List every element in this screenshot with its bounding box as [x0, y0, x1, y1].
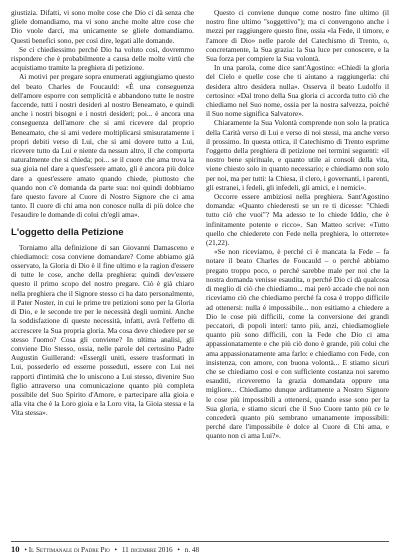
paragraph: Torniamo alla definizione di san Giovanni Damasceno e chiediamoci: cosa conviene domandare? Come abbiamo già osservato, la Gloria di Dio è il fine ultimo e la ragion d'essere di tutte le cose, anche della preghiera: quindi dev'essere questo il primo scopo del nostro pregare. Ciò è già chiaro nella preghiera che il Signore stesso ci ha dato personalmente, il Pater Noster, in cui le prime tre petizioni sono per la Gloria di Dio, e le seconde tre per le necessità degli uomini. Anche la soddisfazione di queste necessità, infatti, avrà l'effetto di accrescere la Sua propria gloria. Ma cosa deve chiedere per se stesso l'uomo? Cosa gli conviene? In ultima analisi, gli conviene Dio Stesso, ossia, nelle parole del certosino Padre Augustin Guillerand: «Essergli uniti, essere trasformati in Lui, possederlo ed esserne posseduti, essere con Lui nei rapporti d'intimità che lo uniscono a Lui stesso, divenire Suo figlio attraverso una comunicazione quanto più completa possibile del Suo Spirito d'Amore, e partecipare alla gioia e alla vita che è la Loro gioia e la Loro vita, la Gioia stessa e la Vita stessa».: [11, 242, 194, 418]
paragraph: «Se non riceviamo, è perché ci è mancata la Fede – fa notare il beato Charles de Foucauld – o perché abbiamo pregato troppo poco, o perché sarebbe male per noi che la nostra domanda venisse esaudita, o perché Dio ci dà qualcosa di meglio di ciò che chiediamo... mai però accade che noi non riceviamo ciò che chiediamo perché fa cosa è troppo difficile ad ottenersi: nulla è impossibile... non esitiamo a chiedere a Dio le cose più difficili, come la conversione dei grandi peccatori, di popoli interi: tanto più, anzi, chiediamogliele quanto più sono difficili, con la Fede che Dio ci ama appassionatamente e che più ciò dono è grande, più colui che ama appassionatamente ama farlo: e chiediamo con Fede, con insistenza, con amore, con buona volontà... E stiamo sicuri che se chiediamo così e con sufficiente costanza noi saremo esauditi, riceveremo la grazia domandata oppure una migliore... Chiediamo dunque arditamente a Nostro Signore le cose più impossibili a ottenersi, quando esse sono per la Sua gloria, e stiamo sicuri che il Suo Cuore tanto più ce le concederà quanto più sembrano umanamente impossibili: perché dare l'impossibile è dolce al Cuore di Chi ama, e quanto non ci ama Lui?».: [206, 247, 389, 441]
issue-date: 11 dicembre 2016: [121, 546, 173, 554]
page-footer: [11, 544, 389, 555]
paragraph: Occorre essere ambiziosi nella preghiera. Sant'Agostino domanda: «Quanto chiederesti se un re ti dicesse: "Chiedi tutto ciò che vuoi"? Ma adesso te lo chiede Iddio, che è infinitamente potente e ricco». San Matteo scrive: «Tutto quello che chiederete con Fede nella preghiera, lo otterrete» (21,22).: [206, 192, 389, 248]
publication-name: Il Settimanale di Padre Pio: [28, 546, 110, 554]
paragraph: Questo ci conviene dunque come nostro fine ultimo (il nostro fine ultimo "soggettivo"); ma ci convengono anche i mezzi per raggiungere questo fine, ossia «la Fede, il timore, e l'amore di Dio» nelle parole del Catechismo di Trento, o, concretamente, la Sua grazia: la Sua luce per conoscere, e la Sua forza per compiere la Sua volontà.: [206, 8, 389, 64]
paragraph: Se ci chiediessimo perché Dio ha voluto così, dovremmo rispondere che è probabilmente a causa delle molte virtù che acquistiamo tramite la preghiera di petizione.: [11, 44, 194, 73]
issue-number: n. 48: [184, 546, 200, 554]
left-column: [11, 8, 194, 538]
right-column: [206, 8, 389, 538]
paragraph: Ai motivi per pregare sopra enumerati aggiungiamo questo del beato Charles de Foucauld: «È una conseguenza dell'amore esporre con semplicità e abbandono tutte le nostre faccende, tutti i nostri desideri al nostro Beneamato, e quindi anche i nostri bisogni e i nostri desideri; poi... è ancora una conseguenza dell'amore che si ami ricevere dal proprio Beneamato, che si ami vedere moltiplicarsi smisuratamente i propri debiti verso di Lui, che si ami dovere tutto a Lui, ricevere tutto da Lui e niente da nessun altro, il che comporta naturalmente che si chieda; poi... se il cuore che ama trova la sua gioia nel dare a quest'essere amato, gli è ancora più dolce dare a quest'essere amato quando chiede, piuttosto che quando non c'è domanda da parte sua: noi quindi dobbiamo fare questo favore al Cuore di Nostro Signore che ci ama tanto. Il cuore di chi ama non conosce nulla di più dolce che l'esaudire le domande di colui ch'egli ama».: [11, 72, 194, 220]
footer-bullet: •: [177, 546, 180, 554]
page-number: 10: [11, 544, 20, 554]
footer-divider: [11, 541, 389, 542]
paragraph: Chiaramente la Sua Volontà comprende non solo la pratica della Carità verso di Lui e verso di noi stessi, ma anche verso il prossimo. In questa ottica, il Catechismo di Trento esprime l'oggetto della preghiera di petizione nei termini seguenti: «il nostro bene spirituale, e quanto utile ai consoli della vita, viene chiesto solo in quanto necessario; e chiediamo non solo per noi, ma per tutti: la Chiesa, il clero, i governanti, i parenti, gli estranei, i fedeli, gli infedeli, gli amici, e i nemici».: [206, 118, 389, 192]
footer-bullet: •: [114, 546, 118, 554]
section-heading: L'oggetto della Petizione: [11, 226, 124, 238]
paragraph: In una parola, come dice sant'Agostino: «Chiedi la gloria del Cielo e quelle cose che ti aiutano a raggiungerla: chi desidera altro desidera nulla». Osserva il beato Ludolfo il certosino: «Dal trono della Sua gloria ci accorda tutto ciò che chiediamo nel Suo nome, ossia per la nostra salvezza, poiché il Suo nome significa Salvatore».: [206, 63, 389, 119]
paragraph: giustizia. Difatti, vi sono molte cose che Dio ci dà senza che gliele domandiamo, ma vi sono anche molte altre cose che Dio vuole darci, ma unicamente se gliele domandiamo. Questi benefici sono, per così dire, legati alle domande.: [11, 8, 194, 45]
footer-bullet: •: [24, 546, 27, 554]
